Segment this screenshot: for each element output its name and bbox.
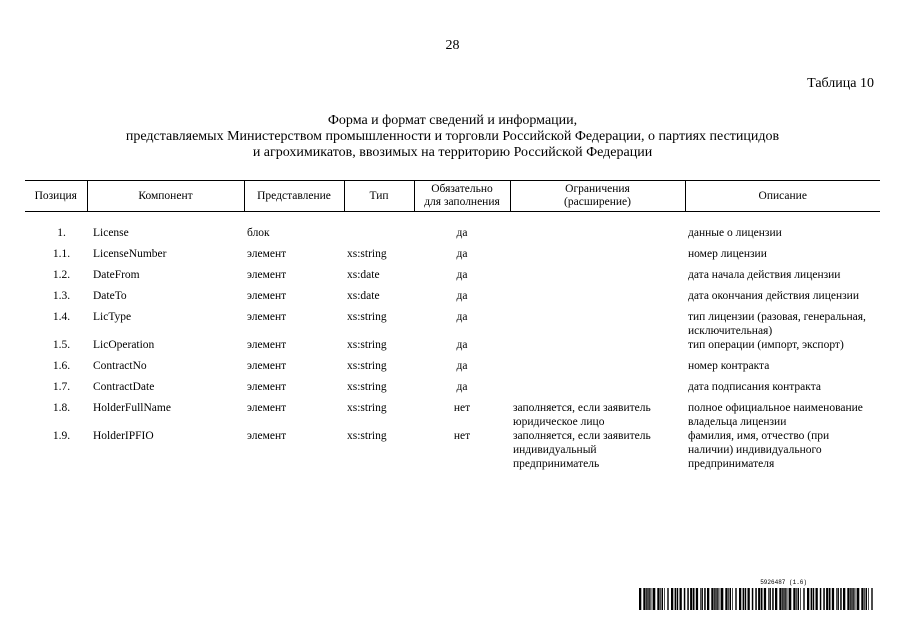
table-row: [25, 338, 880, 359]
barcode-bar: [837, 588, 839, 610]
barcode-bar: [711, 588, 713, 610]
row-component: LicenseNumber: [93, 248, 167, 260]
barcode-bar: [786, 588, 787, 610]
row-representation: элемент: [247, 339, 287, 351]
barcode-bar: [852, 588, 854, 610]
spacer-row: [25, 212, 880, 227]
barcode-bar: [782, 588, 784, 610]
row-restrictions: [510, 359, 685, 380]
barcode-bar: [743, 588, 745, 610]
row-type: xs:string: [347, 430, 387, 442]
barcode-block: [639, 579, 876, 611]
header-restrictions-line-1: Ограничения: [565, 183, 630, 195]
row-required: да: [456, 360, 468, 372]
barcode-bar: [761, 588, 763, 610]
row-type: xs:string: [347, 248, 387, 260]
barcode-bar: [720, 588, 721, 610]
row-component: HolderIPFIO: [93, 430, 154, 442]
header-restrictions-line-2: (расширение): [564, 196, 631, 208]
barcode-bar: [730, 588, 732, 610]
barcode-bar: [745, 588, 747, 610]
barcode-bar: [820, 588, 822, 610]
barcode-bar: [677, 588, 679, 610]
barcode-bar: [768, 588, 769, 610]
barcode-bar: [856, 588, 857, 610]
row-description: номер контракта: [688, 360, 770, 372]
barcode-bar: [748, 588, 750, 610]
row-position: 1.6.: [52, 360, 71, 372]
row-description: дата подписания контракта: [688, 381, 821, 393]
header-position: Позиция: [25, 181, 87, 212]
row-position: 1.9.: [52, 430, 71, 442]
barcode-bar: [736, 588, 737, 610]
row-type: xs:string: [347, 381, 387, 393]
barcode-bar: [650, 588, 651, 610]
row-description: тип операции (импорт, экспорт): [688, 339, 844, 351]
row-type: xs:date: [347, 269, 380, 281]
barcode-bar: [725, 588, 727, 610]
barcode-bar: [854, 588, 855, 610]
row-position: 1.1.: [52, 248, 71, 260]
header-required-line-2: для заполнения: [424, 196, 500, 208]
row-restrictions: заполняется, если заявитель юридическое лицо: [513, 402, 651, 428]
row-position: 1.2.: [52, 269, 71, 281]
row-required: да: [456, 381, 468, 393]
barcode-bar: [823, 588, 825, 610]
row-required: нет: [453, 430, 471, 442]
barcode-bar: [690, 588, 692, 610]
table-body: [25, 212, 880, 472]
barcode-bar: [784, 588, 786, 610]
barcode-bar: [704, 588, 706, 610]
barcode-bar: [816, 588, 818, 610]
barcode-bar: [675, 588, 677, 610]
row-required: да: [456, 290, 468, 302]
barcode-bar: [800, 588, 801, 610]
row-required: да: [456, 269, 468, 281]
table-row: [25, 380, 880, 401]
document-title: [0, 113, 905, 161]
barcode-bar: [716, 588, 718, 610]
barcode-bar: [643, 588, 645, 610]
barcode-bar: [769, 588, 771, 610]
barcode-bar: [803, 588, 804, 610]
barcode-bar: [696, 588, 698, 610]
barcode-bar: [684, 588, 686, 610]
table-row: [25, 247, 880, 268]
table-row: [25, 268, 880, 289]
row-required: да: [456, 227, 468, 239]
barcode-bar: [861, 588, 863, 610]
barcode-bar: [868, 588, 869, 610]
barcode-bar: [864, 588, 865, 610]
row-component: ContractDate: [93, 381, 155, 393]
barcode-bar: [755, 588, 757, 610]
title-line-3: и агрохимикатов, ввозимых на территорию Российской Федерации: [252, 145, 653, 160]
row-description: тип лицензии (разовая, генеральная, исключительная): [688, 311, 866, 337]
header-type: Тип: [344, 181, 414, 212]
barcode-bar: [764, 588, 766, 610]
barcode-bar: [752, 588, 754, 610]
row-component: ContractNo: [93, 360, 147, 372]
row-position: 1.7.: [52, 381, 71, 393]
row-description: дата начала действия лицензии: [688, 269, 841, 281]
table-row: [25, 310, 880, 338]
title-line-2: представляемых Министерством промышленности и торговли Российской Федерации, о партиях пестицидов: [125, 129, 780, 144]
row-representation: элемент: [247, 402, 287, 414]
barcode-bar: [660, 588, 661, 610]
header-required-line-1: Обязательно: [431, 183, 493, 195]
barcode-bar: [804, 588, 805, 610]
barcode-bar: [775, 588, 777, 610]
row-description: фамилия, имя, отчество (при наличии) индивидуального предпринимателя: [688, 430, 830, 470]
row-component: DateFrom: [93, 269, 140, 281]
header-component: Компонент: [87, 181, 244, 212]
row-representation: элемент: [247, 430, 287, 442]
row-component: LicOperation: [93, 339, 155, 351]
row-description: полное официальное наименование владельца лицензии: [688, 402, 863, 428]
barcode-bar: [866, 588, 868, 610]
row-restrictions: [510, 268, 685, 289]
barcode-bar: [793, 588, 795, 610]
barcode-bar: [811, 588, 813, 610]
barcode-bar: [701, 588, 703, 610]
barcode-bar: [779, 588, 781, 610]
spacer-cell: [25, 212, 880, 227]
row-description: дата окончания действия лицензии: [688, 290, 859, 302]
barcode-bar: [667, 588, 668, 610]
specification-table: [25, 180, 880, 471]
table-row: [25, 401, 880, 429]
barcode-bar: [789, 588, 791, 610]
barcode-bar: [646, 588, 648, 610]
barcode-bar: [728, 588, 729, 610]
row-position: 1.: [57, 227, 66, 239]
row-type: xs:string: [347, 402, 387, 414]
title-line-1: Форма и формат сведений и информации,: [327, 113, 578, 128]
row-component: License: [93, 227, 129, 239]
barcode-bar: [732, 588, 733, 610]
barcode-bar: [739, 588, 741, 610]
table-label: Таблица 10: [807, 76, 874, 91]
row-restrictions: заполняется, если заявитель индивидуальный предприниматель: [513, 430, 651, 470]
row-position: 1.8.: [52, 402, 71, 414]
row-required: да: [456, 311, 468, 323]
barcode-bar: [662, 588, 664, 610]
row-representation: элемент: [247, 311, 287, 323]
barcode-bar: [829, 588, 831, 610]
row-required: нет: [453, 402, 471, 414]
barcode-bar: [850, 588, 852, 610]
barcode-number: 5926487 (1.6): [760, 579, 807, 586]
barcode-bar: [871, 588, 872, 610]
row-representation: элемент: [247, 269, 287, 281]
row-position: 1.4.: [52, 311, 71, 323]
barcode-bar: [857, 588, 859, 610]
barcode-bar: [648, 588, 650, 610]
barcode-bar: [671, 588, 673, 610]
row-restrictions: [510, 226, 685, 247]
row-type: [344, 226, 414, 247]
row-representation: блок: [247, 227, 270, 239]
barcode-bar: [718, 588, 719, 610]
barcode-bar: [847, 588, 849, 610]
barcode-bar: [840, 588, 842, 610]
barcode-bar: [668, 588, 669, 610]
table-header-row: [25, 181, 880, 212]
barcode-bar: [826, 588, 828, 610]
barcode-bar: [832, 588, 834, 610]
row-restrictions: [510, 289, 685, 310]
row-required: да: [456, 248, 468, 260]
barcode-bar: [664, 588, 665, 610]
page-number: 28: [445, 38, 460, 53]
row-description: данные о лицензии: [688, 227, 782, 239]
barcode-bar: [798, 588, 800, 610]
row-restrictions: [510, 380, 685, 401]
row-type: xs:string: [347, 311, 387, 323]
header-representation: Представление: [244, 181, 344, 212]
row-restrictions: [510, 338, 685, 359]
table-row: [25, 289, 880, 310]
row-component: DateTo: [93, 290, 127, 302]
barcode-image: [639, 588, 876, 610]
row-required: да: [456, 339, 468, 351]
row-component: LicType: [93, 311, 132, 323]
barcode-bar: [735, 588, 736, 610]
barcode-bar: [772, 588, 774, 610]
row-restrictions: [510, 310, 685, 338]
barcode-bar: [652, 588, 653, 610]
barcode-bar: [700, 588, 701, 610]
table-row: [25, 226, 880, 247]
row-type: xs:date: [347, 290, 380, 302]
row-representation: элемент: [247, 381, 287, 393]
barcode-bar: [714, 588, 716, 610]
barcode-bar: [796, 588, 797, 610]
barcode-bar: [707, 588, 709, 610]
barcode-bar: [788, 588, 789, 610]
row-representation: элемент: [247, 360, 287, 372]
barcode-bar: [693, 588, 695, 610]
row-type: xs:string: [347, 339, 387, 351]
row-position: 1.5.: [52, 339, 71, 351]
table-row: [25, 359, 880, 380]
row-component: HolderFullName: [93, 402, 171, 414]
barcode-bar: [843, 588, 845, 610]
barcode-bar: [680, 588, 682, 610]
header-restrictions: [510, 181, 685, 212]
barcode-bar: [653, 588, 655, 610]
barcode-bar: [639, 588, 641, 610]
table-row: [25, 429, 880, 471]
row-position: 1.3.: [52, 290, 71, 302]
barcode-bar: [836, 588, 837, 610]
barcode-bar: [813, 588, 815, 610]
barcode-bar: [758, 588, 760, 610]
row-representation: элемент: [247, 290, 287, 302]
header-description: Описание: [685, 181, 880, 212]
barcode-bar: [872, 588, 873, 610]
barcode-bar: [687, 588, 689, 610]
header-required: [414, 181, 510, 212]
row-description: номер лицензии: [688, 248, 767, 260]
barcode-bar: [721, 588, 723, 610]
row-restrictions: [510, 247, 685, 268]
barcode-bar: [807, 588, 809, 610]
row-type: xs:string: [347, 360, 387, 372]
row-representation: элемент: [247, 248, 287, 260]
barcode-bar: [657, 588, 659, 610]
